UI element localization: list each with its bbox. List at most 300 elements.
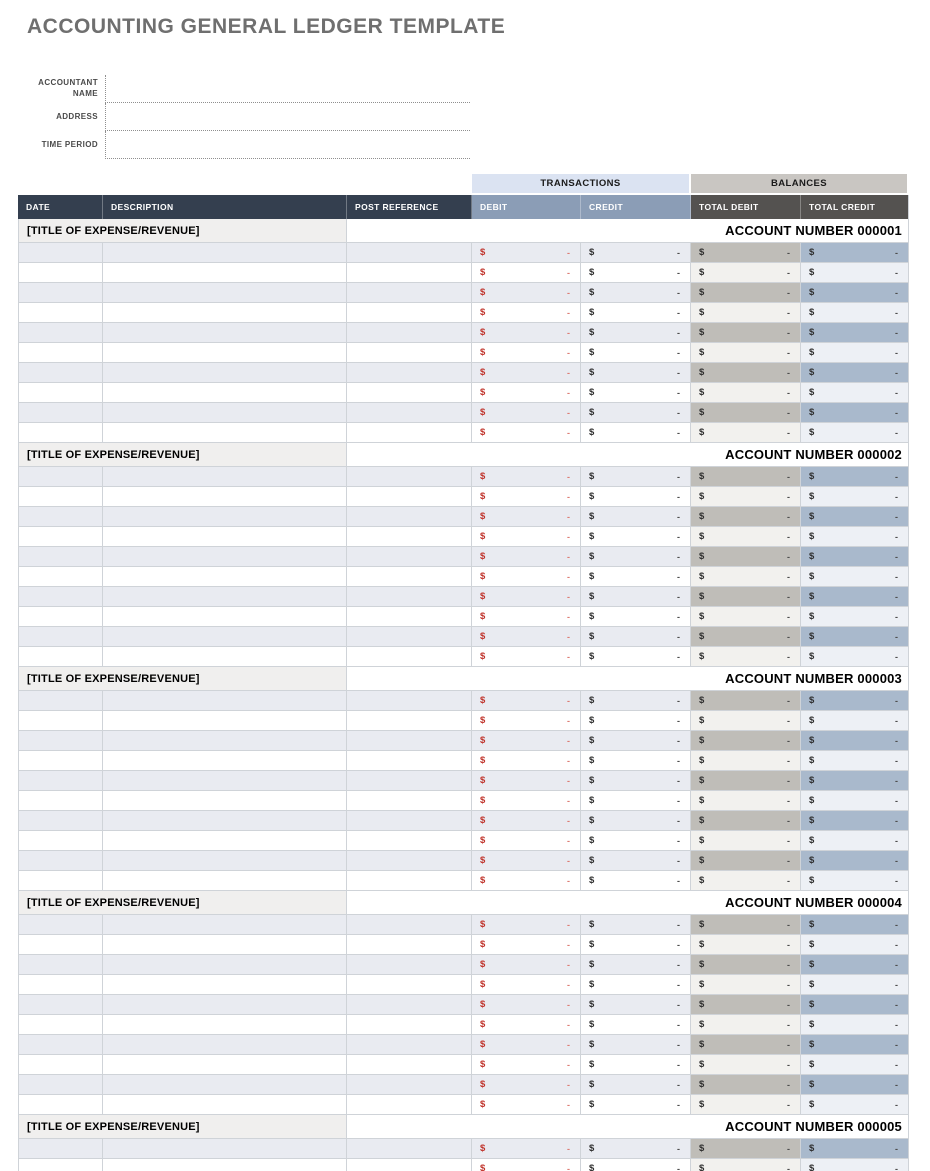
- post-reference-cell[interactable]: [347, 935, 472, 955]
- total-credit-cell[interactable]: [801, 283, 909, 303]
- debit-cell[interactable]: [472, 711, 581, 731]
- debit-cell[interactable]: [472, 731, 581, 751]
- credit-cell[interactable]: [581, 791, 691, 811]
- credit-cell[interactable]: [581, 323, 691, 343]
- total-credit-cell[interactable]: [801, 363, 909, 383]
- debit-cell[interactable]: [472, 1075, 581, 1095]
- date-cell[interactable]: [18, 567, 103, 587]
- date-cell[interactable]: [18, 751, 103, 771]
- total-credit-cell[interactable]: [801, 647, 909, 667]
- description-cell[interactable]: [103, 507, 347, 527]
- total-debit-cell[interactable]: [691, 363, 801, 383]
- credit-cell[interactable]: [581, 363, 691, 383]
- credit-cell[interactable]: [581, 507, 691, 527]
- description-cell[interactable]: [103, 995, 347, 1015]
- total-debit-cell[interactable]: [691, 955, 801, 975]
- date-cell[interactable]: [18, 1015, 103, 1035]
- credit-cell[interactable]: [581, 303, 691, 323]
- description-cell[interactable]: [103, 647, 347, 667]
- post-reference-cell[interactable]: [347, 647, 472, 667]
- total-debit-cell[interactable]: [691, 811, 801, 831]
- post-reference-cell[interactable]: [347, 567, 472, 587]
- credit-cell[interactable]: [581, 1075, 691, 1095]
- debit-cell[interactable]: [472, 627, 581, 647]
- total-credit-cell[interactable]: [801, 1139, 909, 1159]
- credit-cell[interactable]: [581, 731, 691, 751]
- total-debit-cell[interactable]: [691, 423, 801, 443]
- post-reference-cell[interactable]: [347, 691, 472, 711]
- date-cell[interactable]: [18, 383, 103, 403]
- date-cell[interactable]: [18, 1159, 103, 1171]
- total-credit-cell[interactable]: [801, 527, 909, 547]
- date-cell[interactable]: [18, 791, 103, 811]
- date-cell[interactable]: [18, 587, 103, 607]
- credit-cell[interactable]: [581, 587, 691, 607]
- credit-cell[interactable]: [581, 831, 691, 851]
- credit-cell[interactable]: [581, 647, 691, 667]
- description-cell[interactable]: [103, 935, 347, 955]
- date-cell[interactable]: [18, 831, 103, 851]
- total-debit-cell[interactable]: [691, 507, 801, 527]
- credit-cell[interactable]: [581, 1015, 691, 1035]
- post-reference-cell[interactable]: [347, 487, 472, 507]
- debit-cell[interactable]: [472, 975, 581, 995]
- description-cell[interactable]: [103, 1055, 347, 1075]
- post-reference-cell[interactable]: [347, 607, 472, 627]
- date-cell[interactable]: [18, 871, 103, 891]
- total-credit-cell[interactable]: [801, 995, 909, 1015]
- description-cell[interactable]: [103, 403, 347, 423]
- total-credit-cell[interactable]: [801, 751, 909, 771]
- total-debit-cell[interactable]: [691, 731, 801, 751]
- total-debit-cell[interactable]: [691, 711, 801, 731]
- time-period-field[interactable]: [105, 131, 470, 159]
- description-cell[interactable]: [103, 1095, 347, 1115]
- total-debit-cell[interactable]: [691, 303, 801, 323]
- credit-cell[interactable]: [581, 423, 691, 443]
- description-cell[interactable]: [103, 243, 347, 263]
- post-reference-cell[interactable]: [347, 1159, 472, 1171]
- credit-cell[interactable]: [581, 263, 691, 283]
- date-cell[interactable]: [18, 547, 103, 567]
- total-credit-cell[interactable]: [801, 587, 909, 607]
- post-reference-cell[interactable]: [347, 1095, 472, 1115]
- post-reference-cell[interactable]: [347, 731, 472, 751]
- total-debit-cell[interactable]: [691, 283, 801, 303]
- total-credit-cell[interactable]: [801, 1075, 909, 1095]
- debit-cell[interactable]: [472, 547, 581, 567]
- description-cell[interactable]: [103, 283, 347, 303]
- credit-cell[interactable]: [581, 1055, 691, 1075]
- post-reference-cell[interactable]: [347, 1055, 472, 1075]
- credit-cell[interactable]: [581, 975, 691, 995]
- description-cell[interactable]: [103, 547, 347, 567]
- credit-cell[interactable]: [581, 343, 691, 363]
- description-cell[interactable]: [103, 975, 347, 995]
- total-debit-cell[interactable]: [691, 647, 801, 667]
- date-cell[interactable]: [18, 995, 103, 1015]
- post-reference-cell[interactable]: [347, 627, 472, 647]
- debit-cell[interactable]: [472, 343, 581, 363]
- debit-cell[interactable]: [472, 811, 581, 831]
- total-credit-cell[interactable]: [801, 871, 909, 891]
- debit-cell[interactable]: [472, 423, 581, 443]
- description-cell[interactable]: [103, 527, 347, 547]
- total-credit-cell[interactable]: [801, 243, 909, 263]
- total-debit-cell[interactable]: [691, 975, 801, 995]
- total-debit-cell[interactable]: [691, 1015, 801, 1035]
- date-cell[interactable]: [18, 711, 103, 731]
- description-cell[interactable]: [103, 303, 347, 323]
- total-credit-cell[interactable]: [801, 343, 909, 363]
- post-reference-cell[interactable]: [347, 403, 472, 423]
- section-account-number[interactable]: ACCOUNT NUMBER 000001: [347, 219, 909, 243]
- description-cell[interactable]: [103, 691, 347, 711]
- debit-cell[interactable]: [472, 647, 581, 667]
- post-reference-cell[interactable]: [347, 751, 472, 771]
- description-cell[interactable]: [103, 915, 347, 935]
- description-cell[interactable]: [103, 343, 347, 363]
- total-debit-cell[interactable]: [691, 487, 801, 507]
- section-title[interactable]: [TITLE OF EXPENSE/REVENUE]: [18, 443, 347, 467]
- description-cell[interactable]: [103, 731, 347, 751]
- post-reference-cell[interactable]: [347, 243, 472, 263]
- post-reference-cell[interactable]: [347, 831, 472, 851]
- debit-cell[interactable]: [472, 831, 581, 851]
- debit-cell[interactable]: [472, 791, 581, 811]
- date-cell[interactable]: [18, 343, 103, 363]
- post-reference-cell[interactable]: [347, 915, 472, 935]
- total-debit-cell[interactable]: [691, 1075, 801, 1095]
- total-credit-cell[interactable]: [801, 935, 909, 955]
- debit-cell[interactable]: [472, 567, 581, 587]
- post-reference-cell[interactable]: [347, 383, 472, 403]
- total-credit-cell[interactable]: [801, 627, 909, 647]
- post-reference-cell[interactable]: [347, 711, 472, 731]
- description-cell[interactable]: [103, 1075, 347, 1095]
- date-cell[interactable]: [18, 487, 103, 507]
- total-debit-cell[interactable]: [691, 1035, 801, 1055]
- date-cell[interactable]: [18, 1139, 103, 1159]
- total-credit-cell[interactable]: [801, 383, 909, 403]
- total-debit-cell[interactable]: [691, 343, 801, 363]
- total-debit-cell[interactable]: [691, 467, 801, 487]
- total-credit-cell[interactable]: [801, 851, 909, 871]
- debit-cell[interactable]: [472, 283, 581, 303]
- description-cell[interactable]: [103, 955, 347, 975]
- date-cell[interactable]: [18, 955, 103, 975]
- debit-cell[interactable]: [472, 1139, 581, 1159]
- total-debit-cell[interactable]: [691, 915, 801, 935]
- post-reference-cell[interactable]: [347, 811, 472, 831]
- total-credit-cell[interactable]: [801, 423, 909, 443]
- date-cell[interactable]: [18, 423, 103, 443]
- credit-cell[interactable]: [581, 403, 691, 423]
- description-cell[interactable]: [103, 467, 347, 487]
- section-account-number[interactable]: ACCOUNT NUMBER 000002: [347, 443, 909, 467]
- total-debit-cell[interactable]: [691, 383, 801, 403]
- credit-cell[interactable]: [581, 711, 691, 731]
- post-reference-cell[interactable]: [347, 587, 472, 607]
- credit-cell[interactable]: [581, 771, 691, 791]
- section-account-number[interactable]: ACCOUNT NUMBER 000005: [347, 1115, 909, 1139]
- date-cell[interactable]: [18, 1075, 103, 1095]
- description-cell[interactable]: [103, 587, 347, 607]
- total-debit-cell[interactable]: [691, 403, 801, 423]
- total-credit-cell[interactable]: [801, 1159, 909, 1171]
- debit-cell[interactable]: [472, 527, 581, 547]
- accountant-name-field[interactable]: [105, 75, 470, 103]
- description-cell[interactable]: [103, 811, 347, 831]
- total-debit-cell[interactable]: [691, 871, 801, 891]
- post-reference-cell[interactable]: [347, 343, 472, 363]
- total-credit-cell[interactable]: [801, 811, 909, 831]
- credit-cell[interactable]: [581, 871, 691, 891]
- debit-cell[interactable]: [472, 303, 581, 323]
- date-cell[interactable]: [18, 915, 103, 935]
- post-reference-cell[interactable]: [347, 283, 472, 303]
- total-debit-cell[interactable]: [691, 527, 801, 547]
- date-cell[interactable]: [18, 935, 103, 955]
- credit-cell[interactable]: [581, 851, 691, 871]
- total-debit-cell[interactable]: [691, 1139, 801, 1159]
- total-credit-cell[interactable]: [801, 607, 909, 627]
- date-cell[interactable]: [18, 627, 103, 647]
- date-cell[interactable]: [18, 243, 103, 263]
- total-debit-cell[interactable]: [691, 935, 801, 955]
- debit-cell[interactable]: [472, 243, 581, 263]
- post-reference-cell[interactable]: [347, 995, 472, 1015]
- date-cell[interactable]: [18, 851, 103, 871]
- date-cell[interactable]: [18, 303, 103, 323]
- description-cell[interactable]: [103, 711, 347, 731]
- total-debit-cell[interactable]: [691, 1159, 801, 1171]
- date-cell[interactable]: [18, 467, 103, 487]
- total-debit-cell[interactable]: [691, 771, 801, 791]
- post-reference-cell[interactable]: [347, 467, 472, 487]
- post-reference-cell[interactable]: [347, 791, 472, 811]
- debit-cell[interactable]: [472, 467, 581, 487]
- section-title[interactable]: [TITLE OF EXPENSE/REVENUE]: [18, 891, 347, 915]
- debit-cell[interactable]: [472, 955, 581, 975]
- date-cell[interactable]: [18, 1055, 103, 1075]
- date-cell[interactable]: [18, 1095, 103, 1115]
- total-credit-cell[interactable]: [801, 487, 909, 507]
- credit-cell[interactable]: [581, 567, 691, 587]
- description-cell[interactable]: [103, 487, 347, 507]
- credit-cell[interactable]: [581, 935, 691, 955]
- description-cell[interactable]: [103, 791, 347, 811]
- description-cell[interactable]: [103, 1015, 347, 1035]
- description-cell[interactable]: [103, 627, 347, 647]
- total-credit-cell[interactable]: [801, 975, 909, 995]
- section-account-number[interactable]: ACCOUNT NUMBER 000004: [347, 891, 909, 915]
- total-credit-cell[interactable]: [801, 1095, 909, 1115]
- post-reference-cell[interactable]: [347, 1075, 472, 1095]
- total-credit-cell[interactable]: [801, 955, 909, 975]
- total-credit-cell[interactable]: [801, 467, 909, 487]
- description-cell[interactable]: [103, 383, 347, 403]
- total-credit-cell[interactable]: [801, 567, 909, 587]
- debit-cell[interactable]: [472, 871, 581, 891]
- credit-cell[interactable]: [581, 1159, 691, 1171]
- total-credit-cell[interactable]: [801, 731, 909, 751]
- debit-cell[interactable]: [472, 487, 581, 507]
- debit-cell[interactable]: [472, 1095, 581, 1115]
- post-reference-cell[interactable]: [347, 527, 472, 547]
- date-cell[interactable]: [18, 263, 103, 283]
- total-credit-cell[interactable]: [801, 691, 909, 711]
- total-debit-cell[interactable]: [691, 587, 801, 607]
- date-cell[interactable]: [18, 1035, 103, 1055]
- total-debit-cell[interactable]: [691, 691, 801, 711]
- total-debit-cell[interactable]: [691, 323, 801, 343]
- total-credit-cell[interactable]: [801, 831, 909, 851]
- credit-cell[interactable]: [581, 467, 691, 487]
- date-cell[interactable]: [18, 975, 103, 995]
- debit-cell[interactable]: [472, 935, 581, 955]
- post-reference-cell[interactable]: [347, 975, 472, 995]
- section-title[interactable]: [TITLE OF EXPENSE/REVENUE]: [18, 1115, 347, 1139]
- post-reference-cell[interactable]: [347, 423, 472, 443]
- description-cell[interactable]: [103, 363, 347, 383]
- description-cell[interactable]: [103, 423, 347, 443]
- credit-cell[interactable]: [581, 243, 691, 263]
- post-reference-cell[interactable]: [347, 303, 472, 323]
- debit-cell[interactable]: [472, 751, 581, 771]
- post-reference-cell[interactable]: [347, 851, 472, 871]
- debit-cell[interactable]: [472, 587, 581, 607]
- total-debit-cell[interactable]: [691, 995, 801, 1015]
- section-account-number[interactable]: ACCOUNT NUMBER 000003: [347, 667, 909, 691]
- date-cell[interactable]: [18, 323, 103, 343]
- total-credit-cell[interactable]: [801, 711, 909, 731]
- description-cell[interactable]: [103, 831, 347, 851]
- date-cell[interactable]: [18, 647, 103, 667]
- description-cell[interactable]: [103, 751, 347, 771]
- description-cell[interactable]: [103, 771, 347, 791]
- description-cell[interactable]: [103, 1139, 347, 1159]
- credit-cell[interactable]: [581, 1035, 691, 1055]
- total-credit-cell[interactable]: [801, 1055, 909, 1075]
- debit-cell[interactable]: [472, 403, 581, 423]
- credit-cell[interactable]: [581, 1139, 691, 1159]
- description-cell[interactable]: [103, 1035, 347, 1055]
- debit-cell[interactable]: [472, 363, 581, 383]
- post-reference-cell[interactable]: [347, 263, 472, 283]
- post-reference-cell[interactable]: [347, 1139, 472, 1159]
- total-debit-cell[interactable]: [691, 791, 801, 811]
- total-debit-cell[interactable]: [691, 547, 801, 567]
- credit-cell[interactable]: [581, 691, 691, 711]
- description-cell[interactable]: [103, 607, 347, 627]
- debit-cell[interactable]: [472, 383, 581, 403]
- total-credit-cell[interactable]: [801, 1015, 909, 1035]
- credit-cell[interactable]: [581, 1095, 691, 1115]
- date-cell[interactable]: [18, 403, 103, 423]
- post-reference-cell[interactable]: [347, 507, 472, 527]
- total-debit-cell[interactable]: [691, 1095, 801, 1115]
- description-cell[interactable]: [103, 323, 347, 343]
- post-reference-cell[interactable]: [347, 1015, 472, 1035]
- credit-cell[interactable]: [581, 547, 691, 567]
- debit-cell[interactable]: [472, 771, 581, 791]
- debit-cell[interactable]: [472, 507, 581, 527]
- total-debit-cell[interactable]: [691, 627, 801, 647]
- post-reference-cell[interactable]: [347, 547, 472, 567]
- credit-cell[interactable]: [581, 915, 691, 935]
- total-debit-cell[interactable]: [691, 1055, 801, 1075]
- description-cell[interactable]: [103, 263, 347, 283]
- total-debit-cell[interactable]: [691, 263, 801, 283]
- date-cell[interactable]: [18, 731, 103, 751]
- debit-cell[interactable]: [472, 1055, 581, 1075]
- description-cell[interactable]: [103, 567, 347, 587]
- credit-cell[interactable]: [581, 627, 691, 647]
- debit-cell[interactable]: [472, 1015, 581, 1035]
- description-cell[interactable]: [103, 871, 347, 891]
- total-credit-cell[interactable]: [801, 323, 909, 343]
- debit-cell[interactable]: [472, 323, 581, 343]
- debit-cell[interactable]: [472, 915, 581, 935]
- date-cell[interactable]: [18, 527, 103, 547]
- address-field[interactable]: [105, 103, 470, 131]
- debit-cell[interactable]: [472, 263, 581, 283]
- total-credit-cell[interactable]: [801, 303, 909, 323]
- date-cell[interactable]: [18, 507, 103, 527]
- post-reference-cell[interactable]: [347, 955, 472, 975]
- section-title[interactable]: [TITLE OF EXPENSE/REVENUE]: [18, 667, 347, 691]
- total-debit-cell[interactable]: [691, 607, 801, 627]
- debit-cell[interactable]: [472, 607, 581, 627]
- credit-cell[interactable]: [581, 811, 691, 831]
- total-credit-cell[interactable]: [801, 1035, 909, 1055]
- credit-cell[interactable]: [581, 751, 691, 771]
- date-cell[interactable]: [18, 811, 103, 831]
- total-debit-cell[interactable]: [691, 751, 801, 771]
- total-debit-cell[interactable]: [691, 851, 801, 871]
- date-cell[interactable]: [18, 607, 103, 627]
- debit-cell[interactable]: [472, 1159, 581, 1171]
- credit-cell[interactable]: [581, 955, 691, 975]
- total-credit-cell[interactable]: [801, 915, 909, 935]
- date-cell[interactable]: [18, 771, 103, 791]
- credit-cell[interactable]: [581, 383, 691, 403]
- date-cell[interactable]: [18, 363, 103, 383]
- total-credit-cell[interactable]: [801, 507, 909, 527]
- credit-cell[interactable]: [581, 995, 691, 1015]
- total-credit-cell[interactable]: [801, 263, 909, 283]
- post-reference-cell[interactable]: [347, 771, 472, 791]
- total-debit-cell[interactable]: [691, 567, 801, 587]
- total-credit-cell[interactable]: [801, 403, 909, 423]
- debit-cell[interactable]: [472, 1035, 581, 1055]
- total-credit-cell[interactable]: [801, 771, 909, 791]
- total-credit-cell[interactable]: [801, 547, 909, 567]
- description-cell[interactable]: [103, 1159, 347, 1171]
- post-reference-cell[interactable]: [347, 323, 472, 343]
- post-reference-cell[interactable]: [347, 363, 472, 383]
- description-cell[interactable]: [103, 851, 347, 871]
- debit-cell[interactable]: [472, 691, 581, 711]
- post-reference-cell[interactable]: [347, 871, 472, 891]
- date-cell[interactable]: [18, 691, 103, 711]
- total-credit-cell[interactable]: [801, 791, 909, 811]
- date-cell[interactable]: [18, 283, 103, 303]
- section-title[interactable]: [TITLE OF EXPENSE/REVENUE]: [18, 219, 347, 243]
- credit-cell[interactable]: [581, 527, 691, 547]
- debit-cell[interactable]: [472, 995, 581, 1015]
